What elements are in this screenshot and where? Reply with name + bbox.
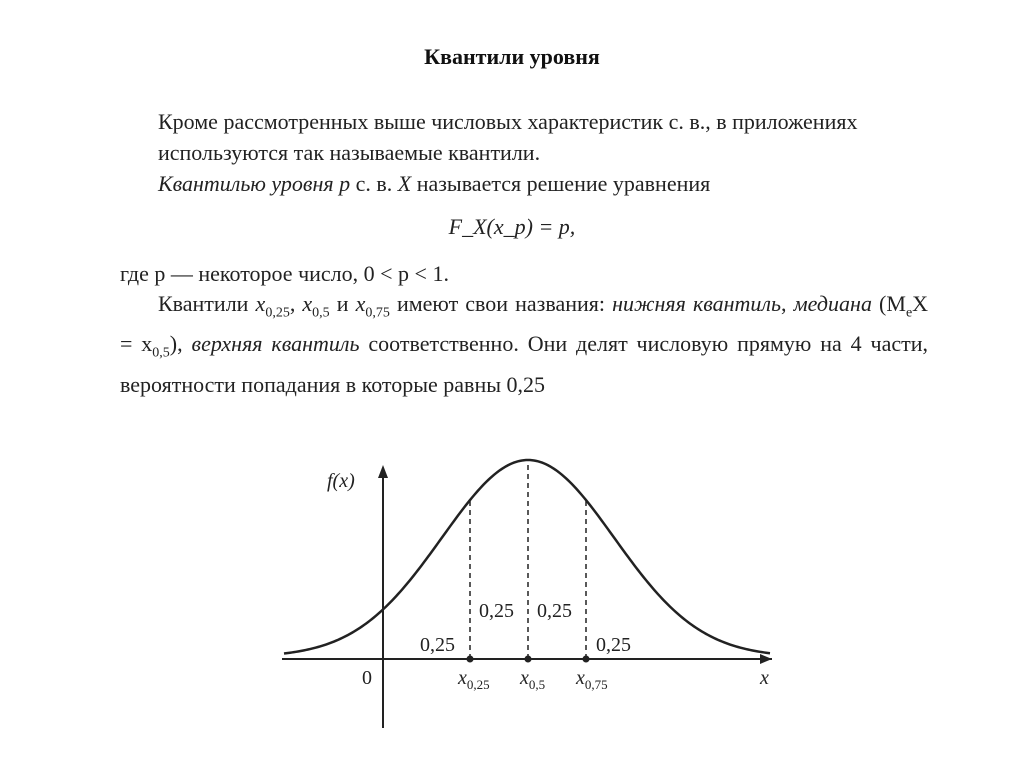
median-name: медиана (793, 291, 872, 316)
median-rest: X = x (120, 291, 929, 357)
median-rest-sub: 0,5 (152, 345, 170, 361)
paragraph-quantiles: Квантили $x_{0,25}$, $x_{0,5}$ и $x_{0,75}$ имеют свои названия: нижняя квантиль, медиана $(M_eX = x_{0,5})$, верхняя квантиль соответственно. Они делят числовую прямую на 4 части, вероятности попадания в которые равны 0,25 (120, 291, 929, 397)
q1-sub: 0,25 (265, 305, 290, 321)
q2-var: x (302, 291, 313, 316)
quantiles-lead: Квантили (158, 291, 256, 316)
q3-var: x (355, 291, 366, 316)
origin-label: 0 (362, 667, 372, 689)
area-label-right-tail: 0,25 (596, 634, 631, 656)
density-curve (284, 460, 770, 653)
y-axis-label: f(x) (327, 470, 355, 492)
lower-quantile-name: нижняя квантиль (612, 291, 782, 316)
q2-sub: 0,5 (312, 305, 330, 321)
paragraph-condition: где p — некоторое число, 0 < p < 1. (120, 261, 449, 286)
var-p: p (339, 171, 351, 196)
x-axis-label: x (760, 667, 769, 689)
definition-middle: с. в. (350, 171, 398, 196)
x-axis-arrow (760, 654, 772, 664)
area-label-left-center: 0,25 (479, 600, 514, 622)
area-label-left-tail: 0,25 (420, 634, 455, 656)
quantiles-tail: соответственно. Они делят числовую прямую на 4 части, вероятности попадания в которые равны 0,25 (120, 331, 928, 397)
quantile-dot-025 (467, 656, 474, 663)
y-axis-arrow (378, 465, 388, 478)
upper-quantile-name: верхняя квантиль (191, 331, 360, 357)
tick-label-x05: $x_{0,5}$ (520, 667, 546, 692)
tick-label-x025: $x_{0,25}$ (458, 667, 490, 692)
definition-term: Квантилью уровня (158, 171, 334, 196)
definition-rest: называется решение уравнения (411, 171, 711, 196)
quantiles-mid: имеют свои названия: (389, 291, 613, 316)
q3-sub: 0,75 (365, 305, 390, 321)
tick-label-x075: $x_{0,75}$ (576, 667, 608, 692)
var-X: X (397, 171, 412, 196)
quantile-dot-05 (525, 656, 532, 663)
median-expr: (M (879, 291, 906, 316)
area-label-right-center: 0,25 (537, 600, 572, 622)
page-title: Квантили уровня (424, 44, 600, 69)
q1-var: x (255, 291, 266, 316)
paragraph-intro: Кроме рассмотренных выше числовых характеристик с. в., в приложениях используются так называемые квантили. (158, 109, 858, 165)
quantile-dot-075 (583, 656, 590, 663)
formula: F_X(x_p) = p, (448, 214, 576, 239)
median-sub: e (905, 305, 913, 321)
